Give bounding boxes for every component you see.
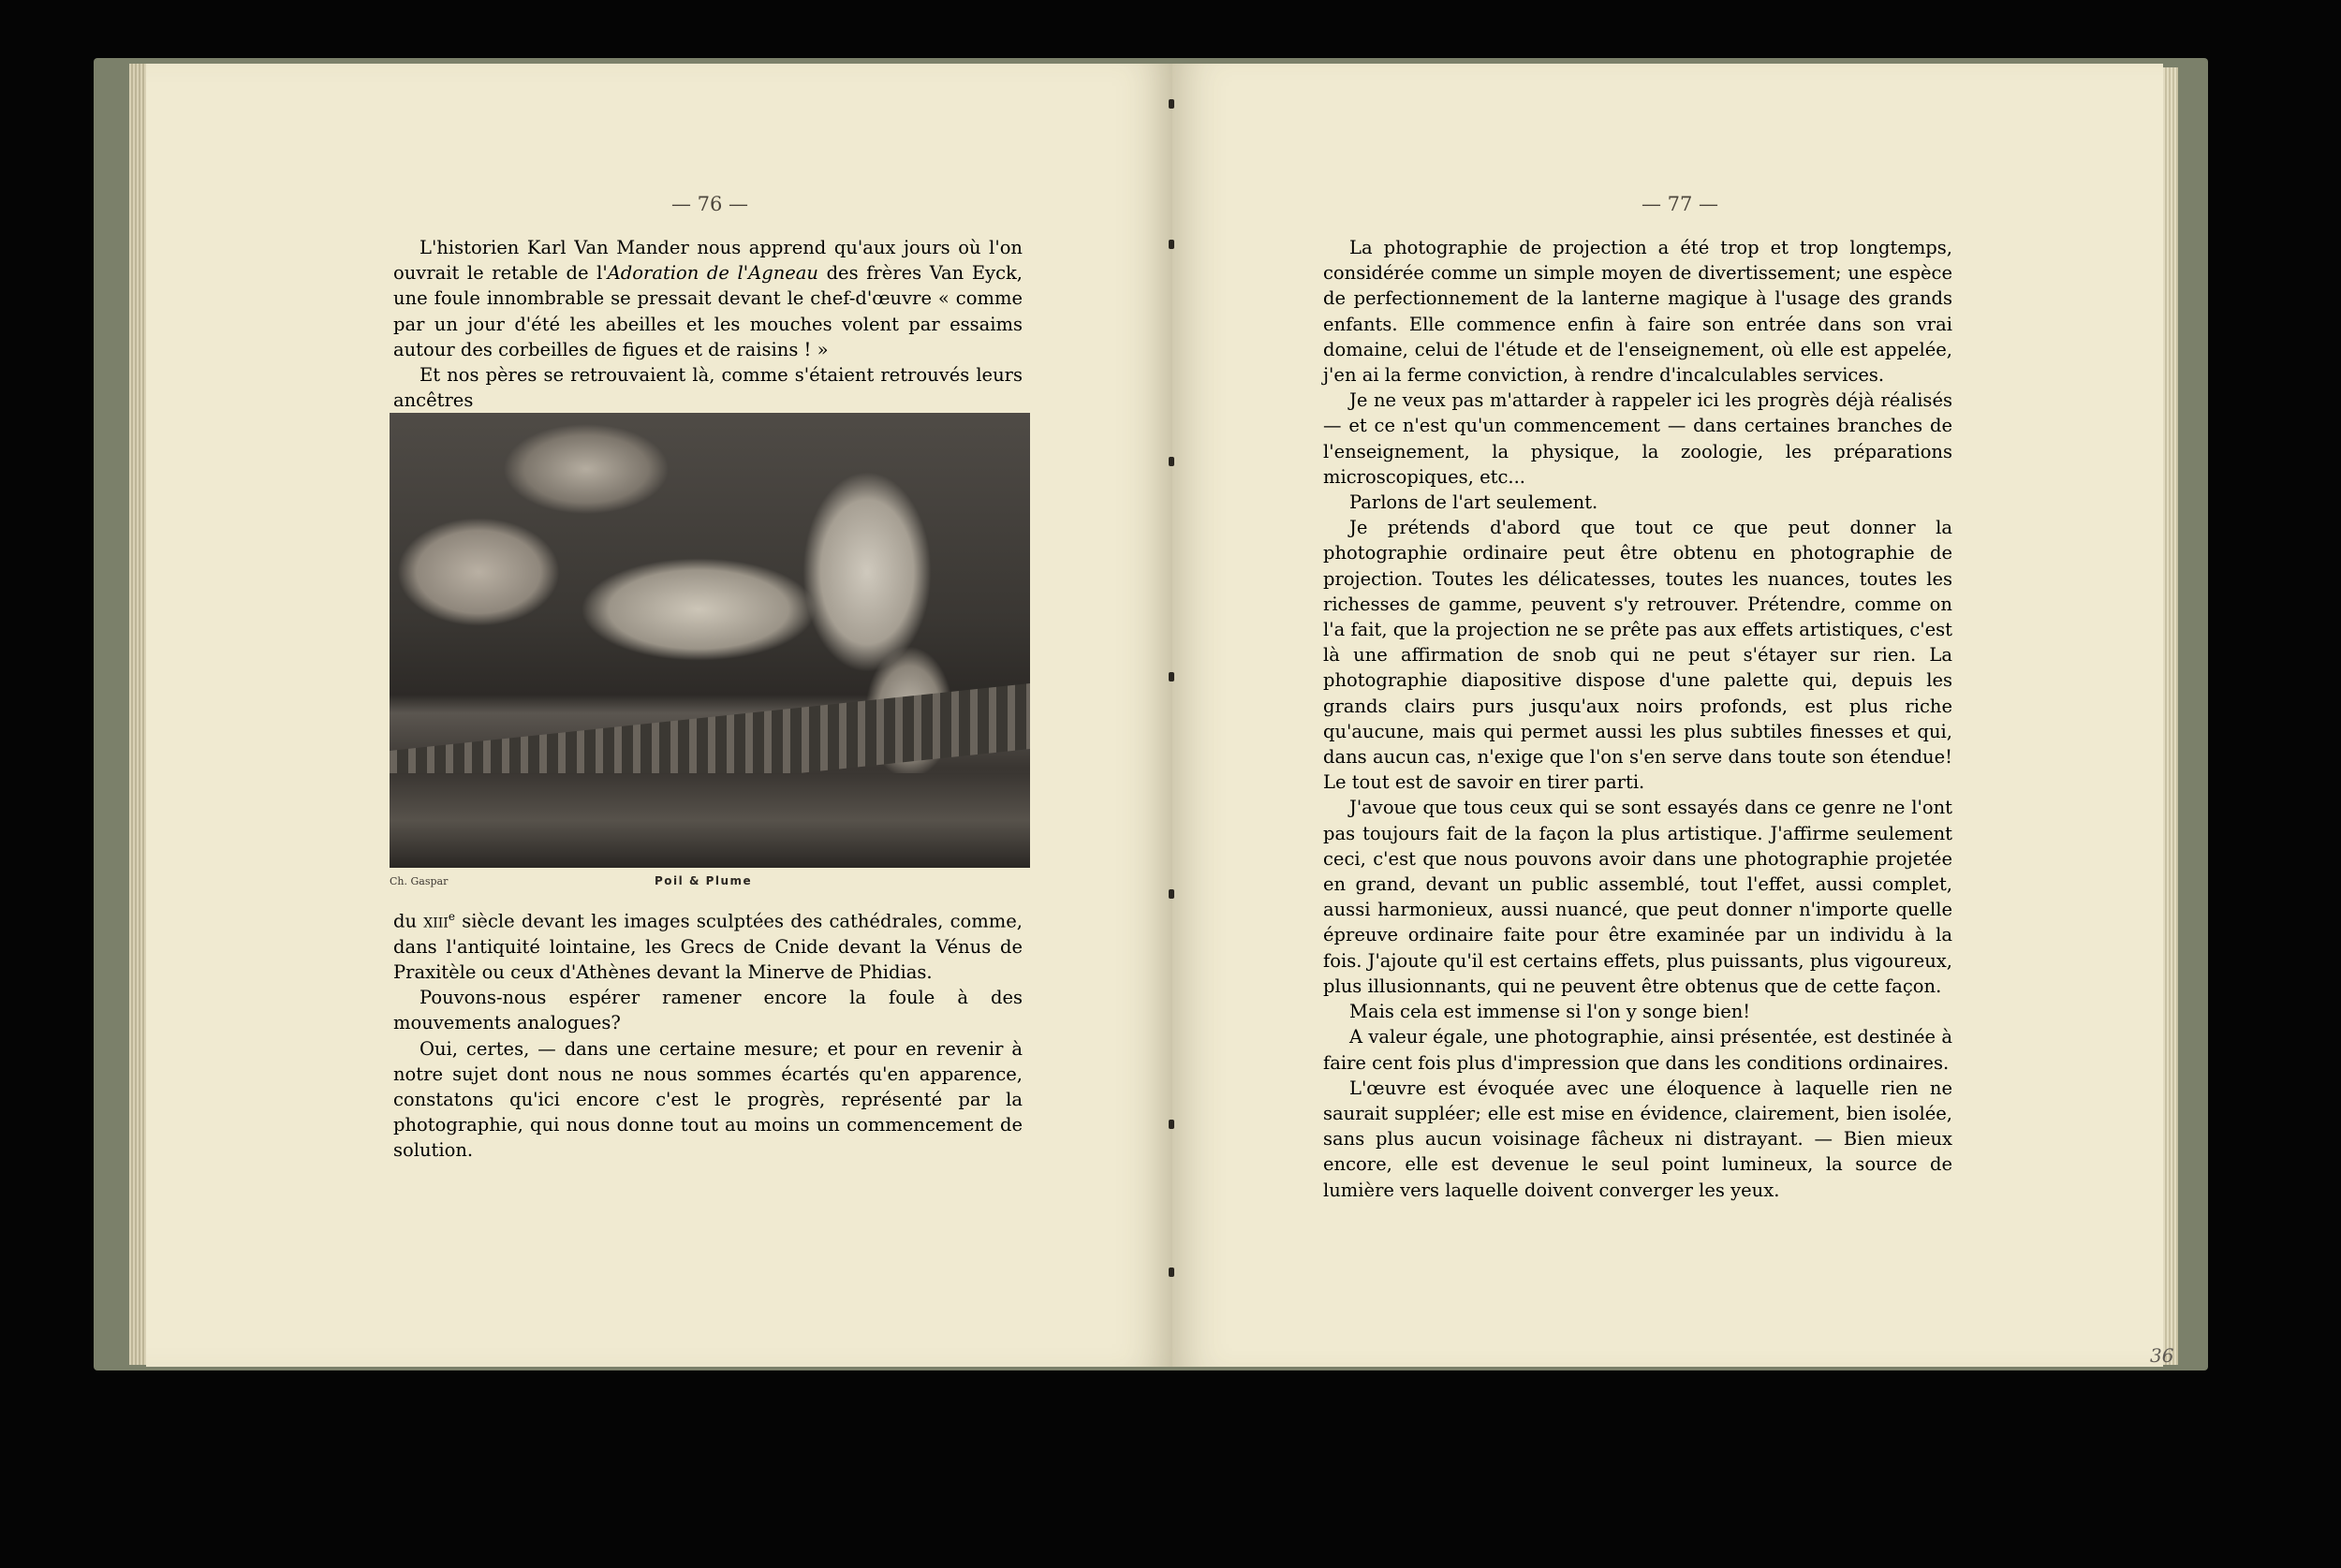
binding-stitch bbox=[1169, 1120, 1174, 1129]
paragraph: Parlons de l'art seulement. bbox=[1349, 491, 1598, 514]
paragraph: du xiii$^e$ siècle devant les images sculptées des cathédrales, comme, dans l'antiquité lointaine, les Grecs de Cnide devant la Vénus de Praxitèle ou ceux d'Athènes devant la Minerve de Phidias. bbox=[393, 910, 1023, 983]
binding-stitch bbox=[1169, 99, 1174, 109]
plate-title: Poil & Plume bbox=[655, 874, 753, 887]
binding-stitch bbox=[1169, 457, 1174, 466]
left-text-bottom bbox=[393, 904, 1023, 1164]
binding-stitch bbox=[1169, 672, 1174, 681]
archive-mark: 36 bbox=[2150, 1344, 2174, 1367]
left-text-top bbox=[393, 235, 1023, 413]
paragraph: J'avoue que tous ceux qui se sont essayés dans ce genre ne l'ont pas toujours fait de la façon la plus artistique. J'affirme seulement ceci, c'est que nous pouvons avoir dans une photographie projetée en grand, devant un public assemblé, tout l'effet, aussi complet, aussi harmonieux, aussi nuancé, que peut donner n'importe quelle épreuve ordinaire faite pour être examinée par un individu à la fois. J'ajoute qu'il est certains effets, plus puissants, plus vigoureux, plus illusionnants, qui ne peuvent être obtenus que de cette façon. bbox=[1323, 797, 1952, 997]
photo-plate-hare-and-birds bbox=[390, 413, 1030, 868]
plate-tray bbox=[390, 773, 1030, 868]
page-edges-left bbox=[129, 64, 148, 1365]
binding-stitch bbox=[1169, 240, 1174, 249]
page-number-left: — 76 — bbox=[670, 193, 749, 215]
paragraph: L'œuvre est évoquée avec une éloquence à laquelle rien ne saurait suppléer; elle est mise en évidence, clairement, bien isolée, sans plus aucun voisinage fâcheux ni distrayant. — Bien mieux encore, elle est devenue le seul point lumineux, la source de lumière vers laquelle doivent converger les yeux. bbox=[1323, 1077, 1952, 1201]
page-edges-right bbox=[2163, 67, 2178, 1365]
binding-stitch bbox=[1169, 889, 1174, 899]
paragraph: Je ne veux pas m'attarder à rappeler ici les progrès déjà réalisés — et ce n'est qu'un commencement — dans certaines branches de l'enseignement, la physique, la zoologie, les préparations microscopiques, etc... bbox=[1323, 389, 1952, 488]
binding-stitch bbox=[1169, 1268, 1174, 1277]
paragraph: Et nos pères se retrouvaient là, comme s'étaient retrouvés leurs ancêtres bbox=[393, 364, 1023, 412]
page-number-right: — 77 — bbox=[1641, 193, 1719, 215]
paragraph: Oui, certes, — dans une certaine mesure; et pour en revenir à notre sujet dont nous ne nous sommes écartés qu'en apparence, constatons qu'ici encore c'est le progrès, représenté par la photographie, qui nous donne tout au moins un commencement de solution. bbox=[393, 1037, 1023, 1162]
paragraph: Mais cela est immense si l'on y songe bien! bbox=[1349, 1001, 1751, 1023]
paragraph: Je prétends d'abord que tout ce que peut donner la photographie ordinaire peut être obtenu en photographie de projection. Toutes les délicatesses, toutes les nuances, toutes les richesses de gamme, peuvent s'y retrouver. Prétendre, comme on l'a fait, que la projection ne se prête pas aux effets artistiques, c'est là une affirmation de snob qui ne peut s'étayer sur rien. La photographie diapositive dispose d'une palette qui, depuis les grands clairs purs jusqu'aux noirs profonds, est plus riche qu'aucune, mais qui permet aussi les plus subtiles finesses et qui, dans aucun cas, n'exige que l'on s'en serve dans toute son étendue! Le tout est de savoir en tirer parti. bbox=[1323, 517, 1952, 794]
plate-credit: Ch. Gaspar bbox=[390, 875, 449, 887]
paragraph: A valeur égale, une photographie, ainsi présentée, est destinée à faire cent fois plus d'impression que dans les conditions ordinaires. bbox=[1323, 1026, 1952, 1074]
paragraph: Pouvons-nous espérer ramener encore la foule à des mouvements analogues? bbox=[393, 987, 1023, 1034]
paragraph: L'historien Karl Van Mander nous apprend qu'aux jours où l'on ouvrait le retable de l'Adoration de l'Agneau des frères Van Eyck, une foule innombrable se pressait devant le chef-d'œuvre « comme par un jour d'été les abeilles et les mouches volent par essaims autour des corbeilles de figues et de raisins ! » bbox=[393, 237, 1023, 360]
right-text bbox=[1323, 235, 1952, 1203]
paragraph: La photographie de projection a été trop et trop longtemps, considérée comme un simple moyen de divertissement; une espèce de perfectionnement de la lanterne magique à l'usage des grands enfants. Elle commence enfin à faire son entrée dans son vrai domaine, celui de l'étude et de l'enseignement, où elle est appelée, j'en ai la ferme conviction, à rendre d'incalculables services. bbox=[1323, 237, 1952, 387]
